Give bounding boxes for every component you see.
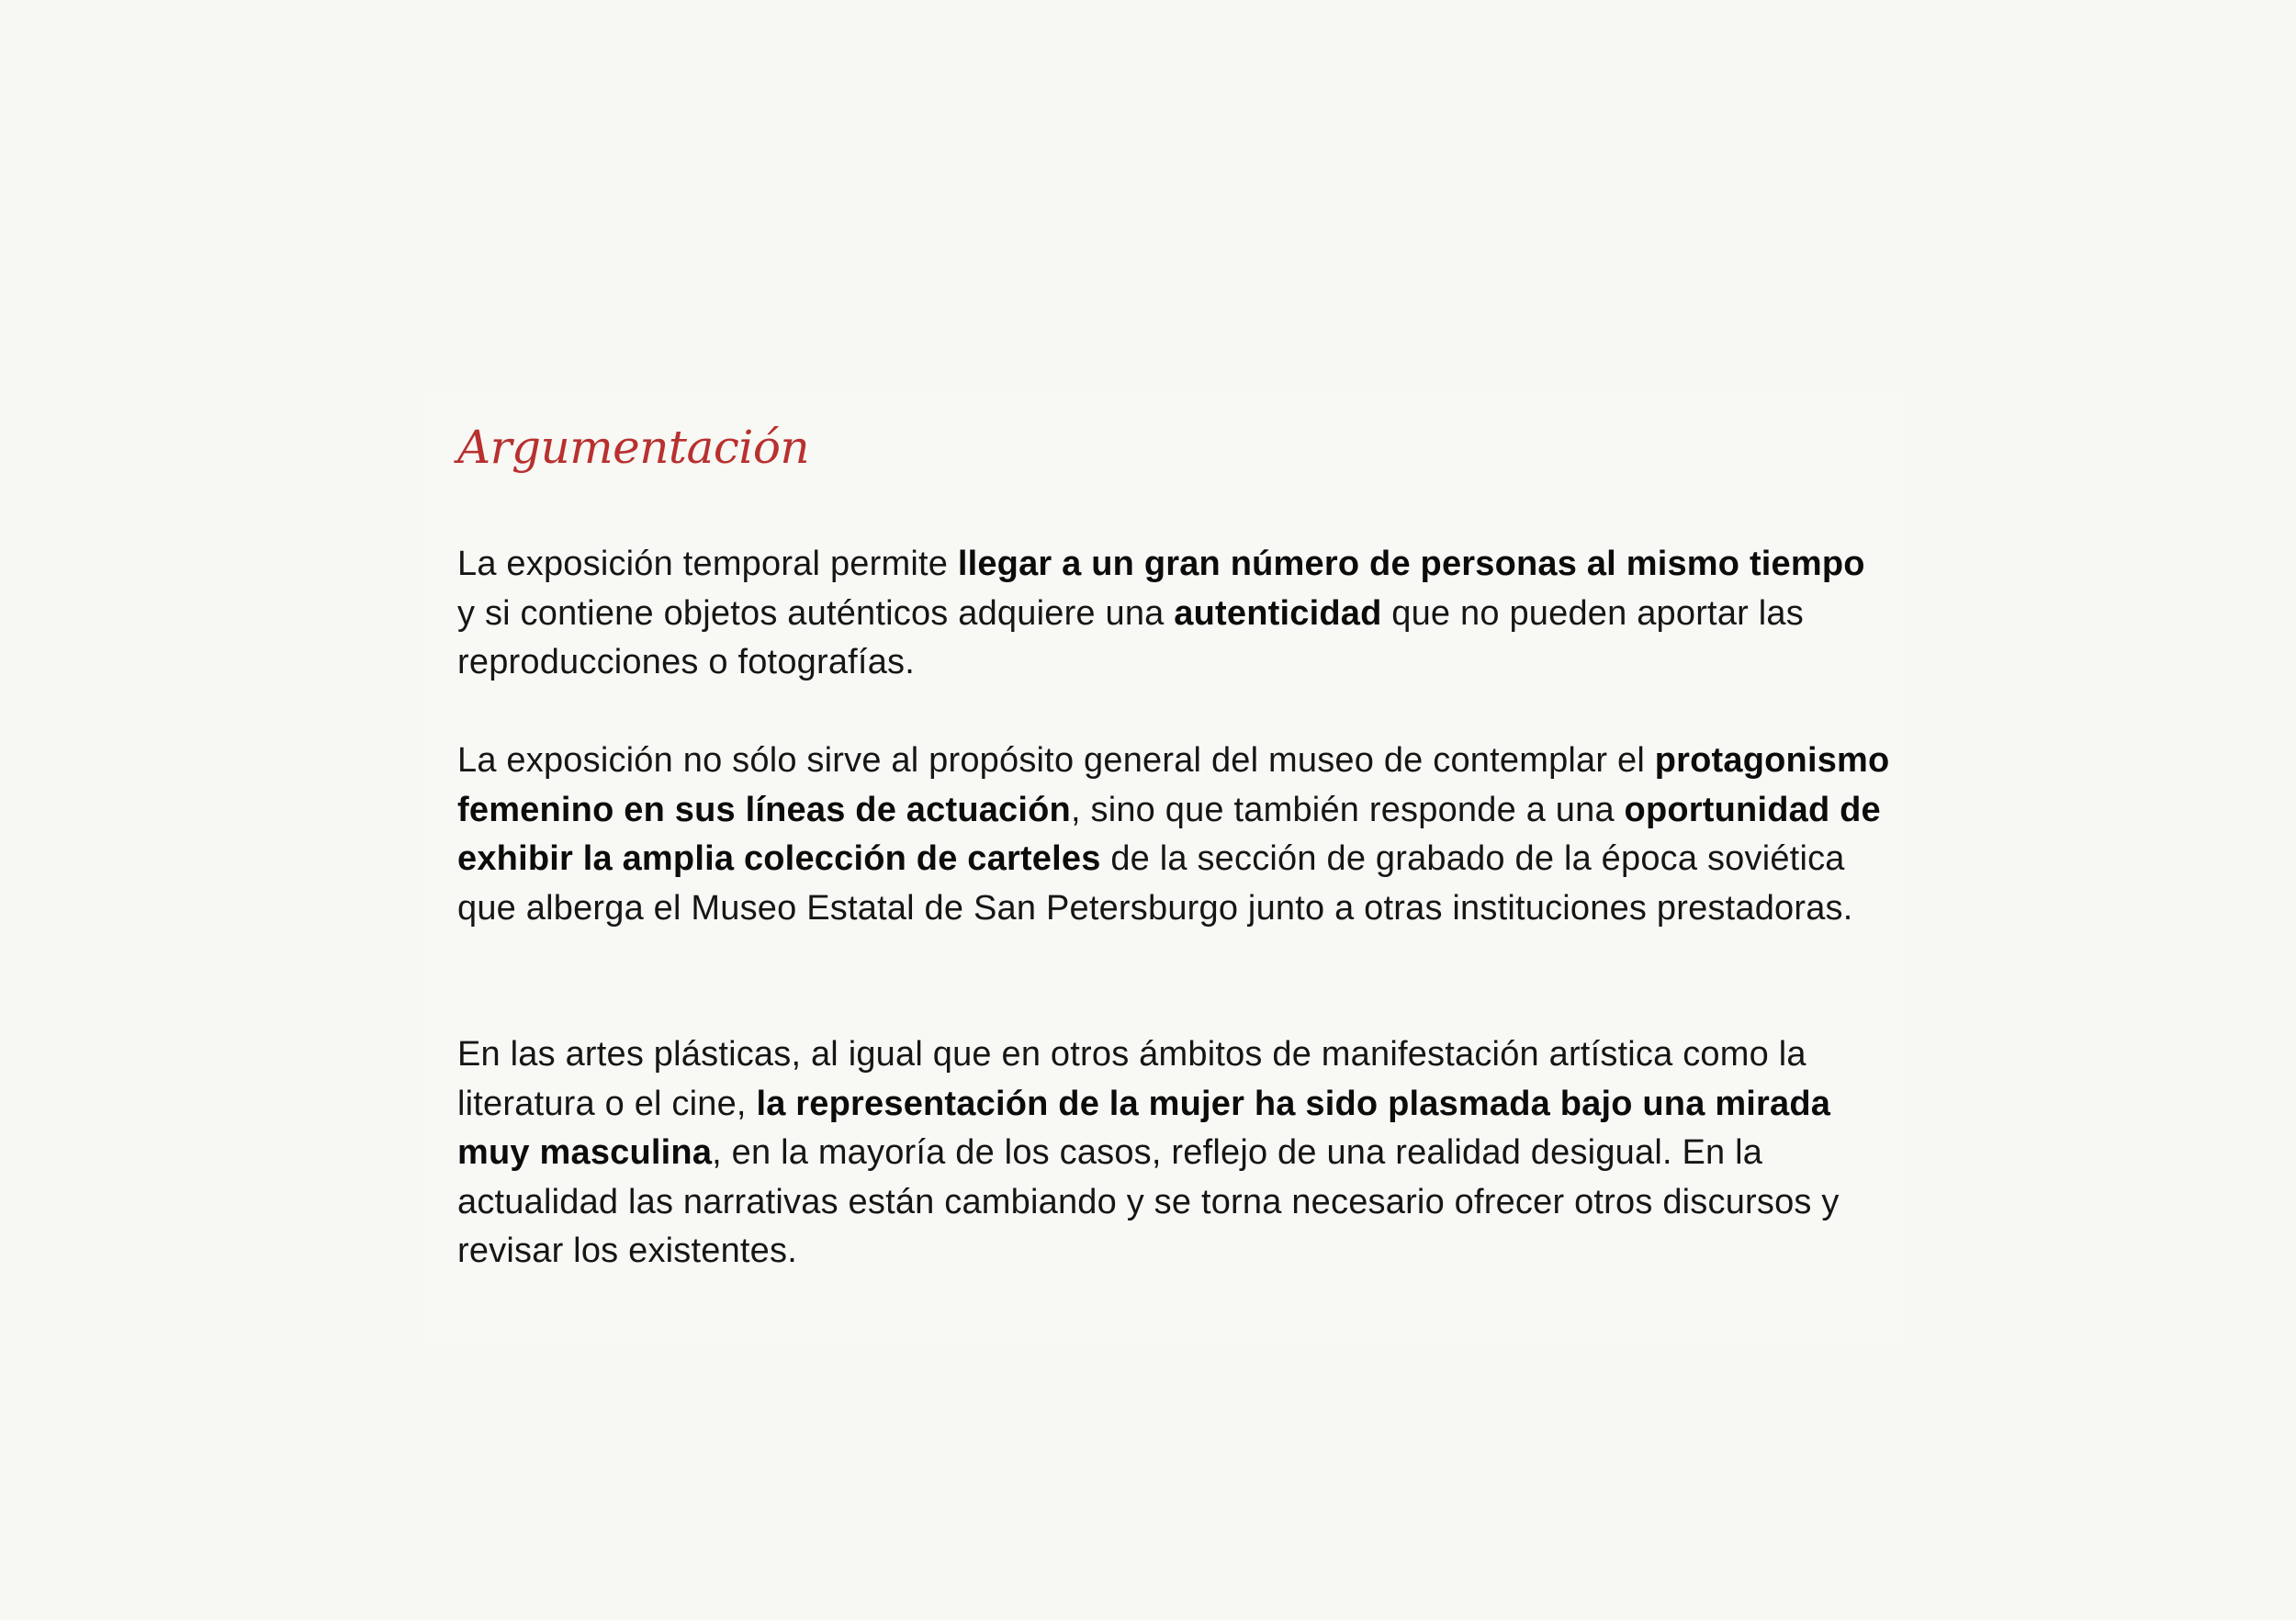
paragraph-text: , sino que también responde a una: [1070, 790, 1625, 829]
paragraph-emphasis: autenticidad: [1174, 593, 1382, 633]
paragraph-emphasis: oportunidad de exhibir la amplia colección de carteles: [457, 790, 1881, 878]
paragraph-emphasis: protagonismo femenino en sus líneas de actuación: [457, 741, 1890, 829]
paragraph-emphasis: llegar a un gran número de personas al mismo tiempo: [957, 545, 1865, 583]
paragraph-text: La exposición temporal permite: [457, 545, 958, 583]
paragraph-2: [457, 737, 1890, 933]
paragraph-text: , en la mayoría de los casos, reflejo de una realidad desigual. En la actualidad las narrativas están cambiando y se torna necesario ofrecer otros discursos y revisar los existentes.: [457, 1133, 1840, 1270]
paragraph-1: [457, 540, 1890, 688]
paragraph-text: y si contiene objetos auténticos adquiere una: [457, 593, 1175, 633]
paragraph-text: En las artes plásticas, al igual que en otros ámbitos de manifestación artística como la literatura o el cine,: [457, 1035, 1806, 1123]
paragraph-emphasis: la representación de la mujer ha sido plasmada bajo una mirada muy masculina: [457, 1084, 1831, 1172]
paragraph-3: [457, 1030, 1890, 1277]
section-heading: Argumentación: [457, 421, 810, 474]
paragraph-text: La exposición no sólo sirve al propósito general del museo de contemplar el: [457, 741, 1655, 780]
paragraph-text: que no pueden aportar las reproducciones o fotografías.: [457, 593, 1804, 681]
paragraph-text: de la sección de grabado de la época soviética que alberga el Museo Estatal de San Petersburgo junto a otras instituciones prestadoras.: [457, 839, 1853, 928]
